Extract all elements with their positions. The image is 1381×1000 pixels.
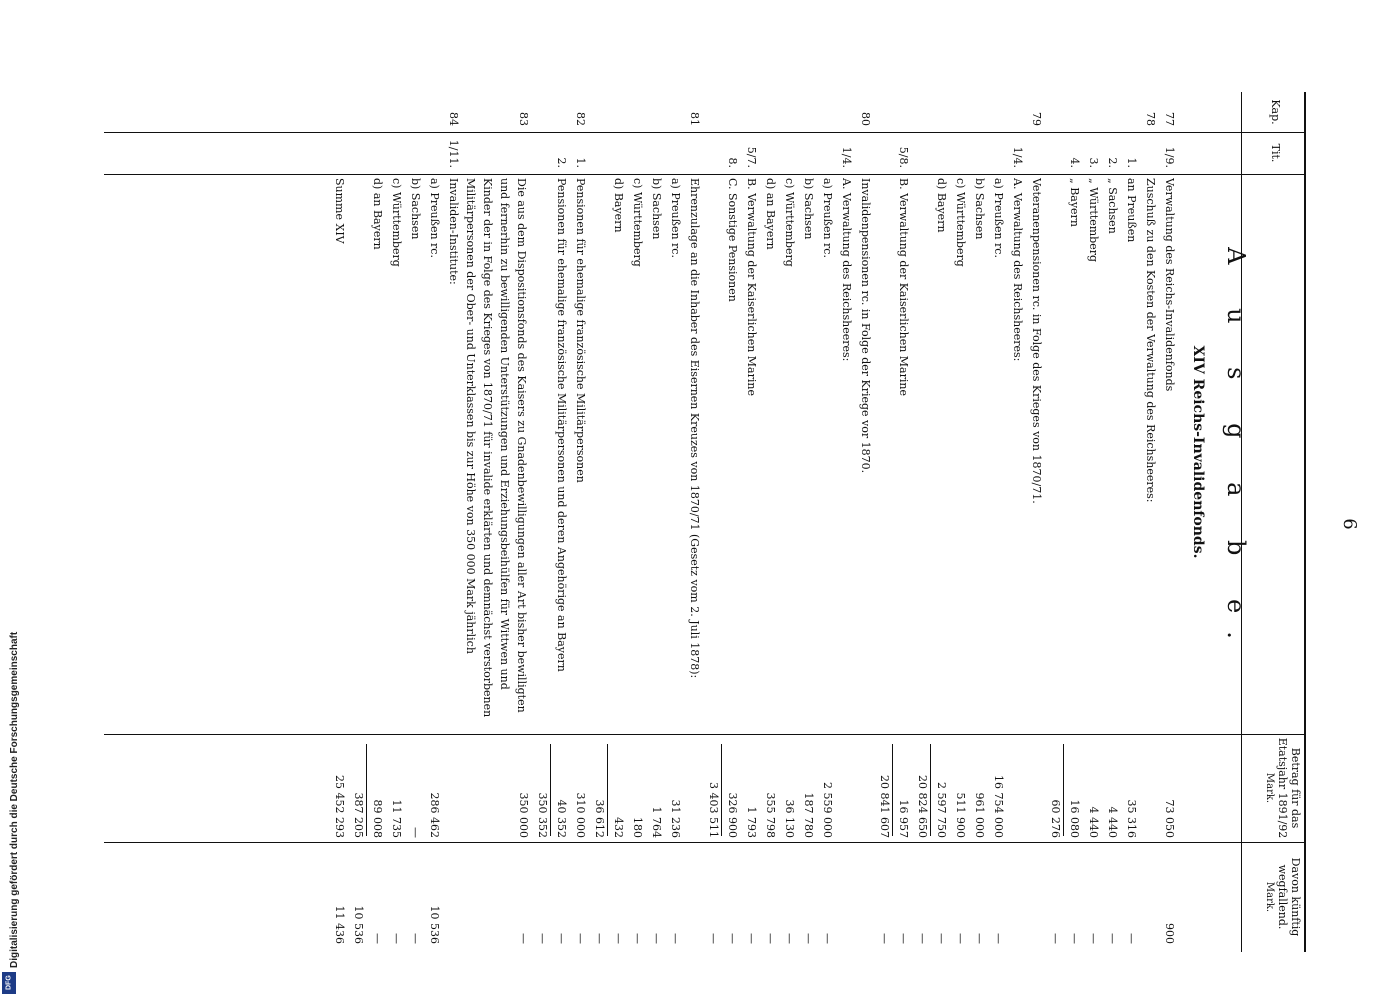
row-description: [593, 178, 606, 726]
row-description: b) Sachsen: [650, 178, 663, 240]
table-row: [1159, 92, 1176, 952]
titel-number: [802, 132, 815, 172]
table-row: [817, 92, 834, 952]
wegfallend-value: —: [555, 933, 568, 944]
wegfallend-value: —: [764, 933, 777, 944]
wegfallend-value: [688, 848, 701, 944]
titel-number: 5/7.: [745, 146, 758, 168]
table-row: [443, 92, 460, 952]
row-description: [916, 178, 929, 726]
table-row: [931, 92, 948, 952]
titel-number: 1.: [574, 157, 587, 168]
betrag-value: 432: [612, 817, 625, 838]
kapitel-number: [802, 92, 815, 130]
table-row: [760, 92, 777, 952]
titel-number: [954, 132, 967, 172]
table-row: [741, 92, 758, 952]
betrag-value: 20 841 607: [878, 775, 891, 838]
kapitel-number: 77: [1163, 112, 1176, 126]
kapitel-number: [954, 92, 967, 130]
kapitel-number: [371, 92, 384, 130]
row-description: C. Sonstige Pensionen: [726, 178, 739, 302]
row-description: c) Württemberg: [783, 178, 796, 267]
table-row: [779, 92, 796, 952]
row-description: [1049, 178, 1062, 726]
section-title: XIV Reichs-Invalidenfonds.: [1190, 345, 1206, 559]
wegfallend-value: —: [954, 933, 967, 944]
wegfallend-value: —: [390, 933, 403, 944]
subtotal-rule: [607, 744, 608, 836]
row-description: a) Preußen rc.: [992, 178, 1005, 258]
table-row: [1026, 92, 1043, 952]
table-row: [424, 92, 441, 952]
table-row: [798, 92, 815, 952]
betrag-value: 1 764: [650, 806, 663, 838]
table-row: [969, 92, 986, 952]
betrag-value: 350 352: [536, 792, 549, 838]
kapitel-number: [612, 92, 625, 130]
kapitel-number: [1087, 92, 1100, 130]
row-description: Die aus dem Dispositionsfonds des Kaisers zu Gnadenbewilligungen aller Art bisher bewilligten und fernerhin zu bewilligenden Unterstützungen und Erziehungsbeihülfen für Wittwen und Kinder der in Folge des Krieges von 1870/71 für invalide erklärten und demnächst verstorbenen Militärpersonen der Ober- und Unterklassen bis zur Höhe von 350 000 Mark jährlich: [464, 178, 528, 718]
subtotal-rule: [1063, 744, 1064, 836]
titel-number: 3.: [1087, 157, 1100, 168]
kapitel-number: [669, 92, 682, 130]
wegfallend-value: 900: [1163, 923, 1176, 944]
betrag-value: 4 440: [1106, 806, 1119, 838]
row-description: Verwaltung des Reichs-Invalidenfonds: [1163, 178, 1176, 392]
betrag-value: [688, 738, 701, 838]
table-row: [722, 92, 739, 952]
kapitel-number: [1011, 92, 1024, 130]
kapitel-number: [409, 92, 422, 130]
wegfallend-value: —: [536, 933, 549, 944]
betrag-value: [859, 738, 872, 838]
rotated-ledger-page: [86, 92, 1360, 952]
row-description: a) Preußen rc.: [428, 178, 441, 258]
kapitel-number: [935, 92, 948, 130]
subtotal-row: [1045, 92, 1062, 952]
wegfallend-value: —: [973, 933, 986, 944]
watermark-text: Digitalisierung gefördert durch die Deutsche Forschungsgemeinschaft: [9, 631, 20, 968]
subtotal-rule: [892, 744, 893, 836]
row-description: b) Sachsen: [409, 178, 422, 240]
ledger-table: [84, 92, 1306, 952]
betrag-value: 2 559 000: [821, 782, 834, 838]
table-row: [1007, 92, 1024, 952]
wegfallend-value: —: [612, 933, 625, 944]
betrag-value: 961 000: [973, 792, 986, 838]
kapitel-number: [726, 92, 739, 130]
wegfallend-value: [1011, 848, 1024, 944]
titel-number: [1030, 132, 1043, 172]
digitization-watermark: [2, 0, 20, 1000]
betrag-value: 355 798: [764, 792, 777, 838]
betrag-value: 36 612: [593, 799, 606, 838]
betrag-value: 187 780: [802, 792, 815, 838]
betrag-value: 310 000: [574, 792, 587, 838]
table-row: [950, 92, 967, 952]
wegfallend-value: —: [1049, 933, 1062, 944]
kapitel-number: [536, 92, 549, 130]
row-description: Zuschuß zu den Kosten der Verwaltung des Reichsheeres:: [1144, 178, 1157, 503]
subtotal-row: [912, 92, 929, 952]
kapitel-number: [390, 92, 403, 130]
row-description: Ehrenzulage an die Inhaber des Eisernen Kreuzes von 1870/71 (Gesetz vom 2. Juli 1878):: [688, 178, 701, 679]
table-row: [329, 92, 346, 952]
kapitel-number: [1049, 92, 1062, 130]
header-wegfallend: Davon künftig wegfallend. Mark.: [1241, 842, 1304, 952]
dfg-logo: DFG: [2, 972, 16, 994]
row-description: A. Verwaltung des Reichsheeres:: [1011, 178, 1024, 362]
kapitel-number: [631, 92, 644, 130]
betrag-value: 35 316: [1125, 799, 1138, 838]
betrag-value: 31 236: [669, 799, 682, 838]
table-row: [551, 92, 568, 952]
row-description: b) Sachsen: [973, 178, 986, 240]
kapitel-number: [745, 92, 758, 130]
row-description: „ Sachsen: [1106, 178, 1119, 234]
subtotal-rule: [550, 744, 551, 836]
table-row: [646, 92, 663, 952]
row-description: Summe XIV: [333, 178, 346, 244]
betrag-value: 73 050: [1163, 799, 1176, 838]
titel-number: 1/9.: [1163, 146, 1176, 168]
kapitel-number: 83: [517, 112, 530, 126]
table-row: [462, 92, 530, 952]
subtotal-row: [703, 92, 720, 952]
wegfallend-value: —: [821, 933, 834, 944]
betrag-value: 4 440: [1087, 806, 1100, 838]
wegfallend-value: —: [726, 933, 739, 944]
header-tit: Tit.: [1241, 132, 1304, 174]
titel-number: [669, 132, 682, 172]
table-row: [1083, 92, 1100, 952]
titel-number: [650, 132, 663, 172]
header-kap: Kap.: [1241, 92, 1304, 132]
kapitel-number: 82: [574, 112, 587, 126]
row-description: [536, 178, 549, 726]
wegfallend-value: —: [897, 933, 910, 944]
betrag-value: 326 900: [726, 792, 739, 838]
wegfallend-value: —: [745, 933, 758, 944]
betrag-value: [1030, 738, 1043, 838]
betrag-value: 350 000: [517, 792, 530, 838]
table-row: [627, 92, 644, 952]
titel-number: [821, 132, 834, 172]
kapitel-number: [992, 92, 1005, 130]
titel-number: [390, 132, 403, 172]
titel-number: [593, 132, 606, 172]
row-description: Pensionen für ehemalige französische Militärpersonen und deren Angehörige an Bayern: [555, 178, 568, 672]
table-row: [1102, 92, 1119, 952]
row-description: a) Preußen rc.: [821, 178, 834, 258]
kapitel-number: 81: [688, 112, 701, 126]
wegfallend-value: —: [371, 933, 384, 944]
row-description: d) an Bayern: [371, 178, 384, 250]
betrag-value: [1144, 738, 1157, 838]
kapitel-number: [973, 92, 986, 130]
titel-number: [1049, 132, 1062, 172]
kapitel-number: [707, 92, 720, 130]
row-description: [707, 178, 720, 726]
titel-number: [409, 132, 422, 172]
titel-number: [859, 132, 872, 172]
wegfallend-value: [1030, 848, 1043, 944]
row-description: Invaliden-Institute:: [447, 178, 460, 285]
titel-number: [1144, 132, 1157, 172]
row-description: B. Verwaltung der Kaiserlichen Marine: [897, 178, 910, 396]
betrag-value: 16 080: [1068, 799, 1081, 838]
kapitel-number: [1068, 92, 1081, 130]
betrag-value: 60 276: [1049, 799, 1062, 838]
kapitel-number: [821, 92, 834, 130]
row-description: Pensionen für ehemalige französische Militärpersonen: [574, 178, 587, 483]
titel-number: [973, 132, 986, 172]
table-row: [386, 92, 403, 952]
wegfallend-value: —: [631, 933, 644, 944]
betrag-value: —: [409, 827, 422, 838]
kapitel-number: [840, 92, 853, 130]
row-description: d) an Bayern: [764, 178, 777, 250]
wegfallend-value: —: [1125, 933, 1138, 944]
titel-number: [517, 132, 530, 172]
betrag-value: 11 735: [390, 799, 403, 838]
wegfallend-value: —: [669, 933, 682, 944]
betrag-value: 20 824 650: [916, 775, 929, 838]
titel-number: [764, 132, 777, 172]
table-row: [893, 92, 910, 952]
kapitel-number: [764, 92, 777, 130]
betrag-value: 1 793: [745, 806, 758, 838]
subtotal-row: [874, 92, 891, 952]
table-row: [570, 92, 587, 952]
wegfallend-value: —: [878, 933, 891, 944]
wegfallend-value: —: [1068, 933, 1081, 944]
wegfallend-value: —: [517, 933, 530, 944]
titel-number: [631, 132, 644, 172]
table-row: [405, 92, 422, 952]
table-row: [665, 92, 682, 952]
kapitel-number: 78: [1144, 112, 1157, 126]
betrag-value: 89 008: [371, 799, 384, 838]
table-row: [1140, 92, 1157, 952]
betrag-value: 16 957: [897, 799, 910, 838]
row-description: [878, 178, 891, 726]
wegfallend-value: —: [1087, 933, 1100, 944]
row-description: c) Württemberg: [954, 178, 967, 267]
betrag-value: 2 597 750: [935, 782, 948, 838]
header-betrag: Betrag für das Etatsjahr 1891/92 Mark.: [1241, 734, 1304, 842]
titel-number: [352, 132, 365, 172]
row-description: d) Bayern: [935, 178, 948, 233]
row-description: c) Württemberg: [390, 178, 403, 267]
kapitel-number: 79: [1030, 112, 1043, 126]
titel-number: 2.: [1106, 157, 1119, 168]
subtotal-row: [589, 92, 606, 952]
kapitel-number: [352, 92, 365, 130]
row-description: B. Verwaltung der Kaiserlichen Marine: [745, 178, 758, 396]
betrag-value: 387 205: [352, 792, 365, 838]
kapitel-number: [897, 92, 910, 130]
wegfallend-value: [859, 848, 872, 944]
table-row: [988, 92, 1005, 952]
subtotal-row: [348, 92, 365, 952]
wegfallend-value: [1144, 848, 1157, 944]
titel-number: [916, 132, 929, 172]
kapitel-number: [783, 92, 796, 130]
row-description: „ Bayern: [1068, 178, 1081, 227]
subtotal-rule: [366, 744, 367, 836]
subtotal-rule: [721, 744, 722, 836]
row-description: Invalidenpensionen rc. in Folge der Kriege vor 1870.: [859, 178, 872, 474]
titel-number: 1/4.: [1011, 146, 1024, 168]
wegfallend-value: —: [992, 933, 1005, 944]
titel-number: 2.: [555, 157, 568, 168]
row-description: [352, 178, 365, 726]
row-description: „ Württemberg: [1087, 178, 1100, 263]
titel-number: [333, 132, 346, 172]
table-row: [367, 92, 384, 952]
page-title: A u s g a b e.: [1222, 247, 1250, 657]
betrag-value: [1011, 738, 1024, 838]
kapitel-number: 84: [447, 112, 460, 126]
row-description: A. Verwaltung des Reichsheeres:: [840, 178, 853, 362]
betrag-value: 180: [631, 817, 644, 838]
kapitel-number: [333, 92, 346, 130]
row-description: Veteranenpensionen rc. in Folge des Krieges von 1870/71.: [1030, 178, 1043, 504]
betrag-value: [840, 738, 853, 838]
titel-number: [707, 132, 720, 172]
wegfallend-value: —: [935, 933, 948, 944]
betrag-value: [447, 738, 460, 838]
header-description: [1241, 174, 1304, 734]
wegfallend-value: —: [783, 933, 796, 944]
titel-number: [371, 132, 384, 172]
titel-number: [428, 132, 441, 172]
wegfallend-value: 10 536: [428, 905, 441, 944]
kapitel-number: 80: [859, 112, 872, 126]
titel-number: [688, 132, 701, 172]
wegfallend-value: —: [409, 933, 422, 944]
table-row: [684, 92, 701, 952]
titel-number: [783, 132, 796, 172]
wegfallend-value: [447, 848, 460, 944]
wegfallend-value: —: [802, 933, 815, 944]
titel-number: 1/4.: [840, 146, 853, 168]
betrag-value: 16 754 000: [992, 775, 1005, 838]
table-row: [608, 92, 625, 952]
titel-number: 8.: [726, 157, 739, 168]
wegfallend-value: 11 436: [333, 905, 346, 944]
table-row: [855, 92, 872, 952]
subtotal-row: [532, 92, 549, 952]
betrag-value: 286 462: [428, 792, 441, 838]
kapitel-number: [1106, 92, 1119, 130]
kapitel-number: [555, 92, 568, 130]
kapitel-number: [1125, 92, 1138, 130]
titel-number: 4.: [1068, 157, 1081, 168]
wegfallend-value: —: [707, 933, 720, 944]
betrag-value: 3 403 511: [707, 782, 720, 838]
titel-number: 1.: [1125, 157, 1138, 168]
betrag-value: 36 130: [783, 799, 796, 838]
titel-number: 1/11.: [447, 139, 460, 168]
titel-number: [536, 132, 549, 172]
titel-number: [878, 132, 891, 172]
kapitel-number: [878, 92, 891, 130]
kapitel-number: [916, 92, 929, 130]
wegfallend-value: —: [650, 933, 663, 944]
table-row: [836, 92, 853, 952]
wegfallend-value: [840, 848, 853, 944]
row-description: c) Württemberg: [631, 178, 644, 267]
betrag-value: 511 900: [954, 792, 967, 838]
page-number: 6: [1339, 518, 1360, 530]
wegfallend-value: —: [916, 933, 929, 944]
titel-number: [612, 132, 625, 172]
row-description: b) Sachsen: [802, 178, 815, 240]
wegfallend-value: —: [574, 933, 587, 944]
titel-number: 5/8.: [897, 146, 910, 168]
wegfallend-value: —: [593, 933, 606, 944]
row-description: d) Bayern: [612, 178, 625, 233]
kapitel-number: [593, 92, 606, 130]
row-description: a) Preußen rc.: [669, 178, 682, 258]
row-description: an Preußen: [1125, 178, 1138, 243]
kapitel-number: [650, 92, 663, 130]
titel-number: [935, 132, 948, 172]
subtotal-rule: [930, 744, 931, 836]
betrag-value: 40 352: [555, 799, 568, 838]
table-row: [1064, 92, 1081, 952]
wegfallend-value: —: [1106, 933, 1119, 944]
titel-number: [992, 132, 1005, 172]
betrag-value: 25 452 293: [333, 775, 346, 838]
table-row: [1121, 92, 1138, 952]
kapitel-number: [428, 92, 441, 130]
wegfallend-value: 10 536: [352, 905, 365, 944]
